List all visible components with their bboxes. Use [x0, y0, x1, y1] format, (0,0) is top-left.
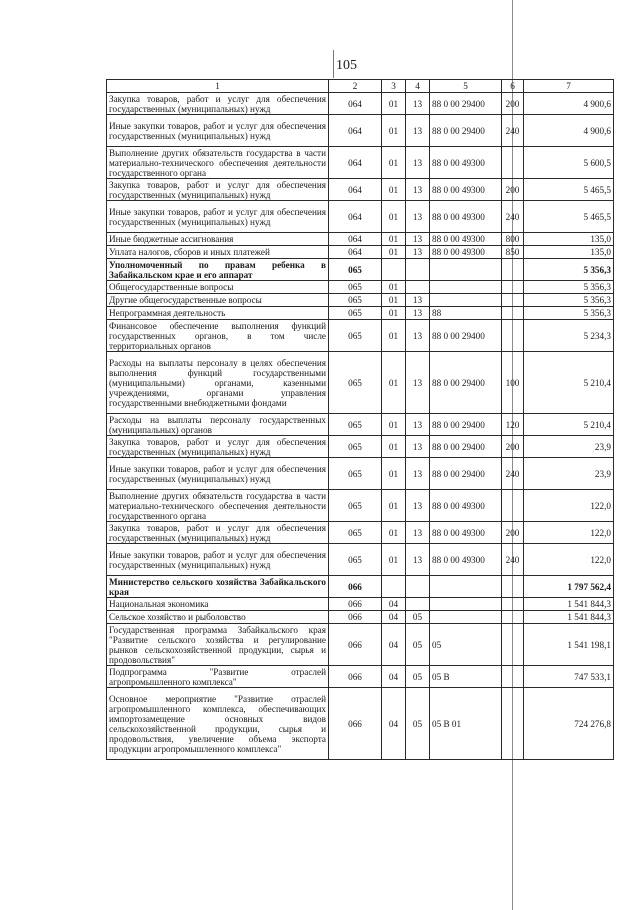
- row-target-article-cell: 88 0 00 49300: [430, 522, 502, 544]
- row-expense-type-cell: 240: [502, 458, 524, 490]
- row-amount-cell: 23,9: [524, 436, 614, 458]
- row-ministry-code-cell: 066: [329, 666, 382, 688]
- row-amount-cell: 122,0: [524, 544, 614, 576]
- table-row: [107, 294, 614, 307]
- row-name-cell: Закупка товаров, работ и услуг для обеспечения государственных (муниципальных) нужд: [107, 436, 329, 458]
- row-expense-type-cell: [502, 259, 524, 281]
- row-section-cell: 04: [382, 666, 406, 688]
- row-section-cell: 01: [382, 147, 406, 179]
- row-amount-cell: 23,9: [524, 458, 614, 490]
- row-subsection-cell: 13: [406, 414, 430, 436]
- row-subsection-cell: 13: [406, 436, 430, 458]
- row-name-cell: Выполнение других обязательств государства в части материально-технического обеспечения деятельности государственного органа: [107, 147, 329, 179]
- row-name-cell: Непрограммная деятельность: [107, 307, 329, 320]
- row-section-cell: 04: [382, 624, 406, 666]
- row-subsection-cell: 13: [406, 233, 430, 246]
- row-subsection-cell: 13: [406, 246, 430, 259]
- row-amount-cell: 5 356,3: [524, 281, 614, 294]
- row-name-cell: Уполномоченный по правам ребенка в Забайкальском крае и его аппарат: [107, 259, 329, 281]
- row-section-cell: 01: [382, 246, 406, 259]
- row-amount-cell: 5 600,5: [524, 147, 614, 179]
- row-expense-type-cell: 850: [502, 246, 524, 259]
- row-ministry-code-cell: 065: [329, 294, 382, 307]
- row-section-cell: 04: [382, 611, 406, 624]
- row-expense-type-cell: [502, 307, 524, 320]
- row-ministry-code-cell: 065: [329, 259, 382, 281]
- row-ministry-code-cell: 065: [329, 320, 382, 352]
- row-subsection-cell: 05: [406, 624, 430, 666]
- table-row: [107, 115, 614, 147]
- row-section-cell: 01: [382, 490, 406, 522]
- row-section-cell: 01: [382, 294, 406, 307]
- row-target-article-cell: [430, 281, 502, 294]
- row-name-cell: Национальная экономика: [107, 598, 329, 611]
- row-amount-cell: 4 900,6: [524, 93, 614, 115]
- row-subsection-cell: 05: [406, 666, 430, 688]
- row-amount-cell: 747 533,1: [524, 666, 614, 688]
- row-expense-type-cell: [502, 598, 524, 611]
- header-col-6: 6: [502, 80, 524, 93]
- row-section-cell: 04: [382, 688, 406, 760]
- row-section-cell: 01: [382, 352, 406, 414]
- row-target-article-cell: 88 0 00 49300: [430, 201, 502, 233]
- row-ministry-code-cell: 065: [329, 544, 382, 576]
- row-name-cell: Закупка товаров, работ и услуг для обеспечения государственных (муниципальных) нужд: [107, 93, 329, 115]
- table-row: [107, 522, 614, 544]
- row-subsection-cell: 13: [406, 320, 430, 352]
- row-expense-type-cell: [502, 147, 524, 179]
- row-target-article-cell: 88 0 00 29400: [430, 352, 502, 414]
- row-amount-cell: 135,0: [524, 246, 614, 259]
- row-subsection-cell: 13: [406, 522, 430, 544]
- row-target-article-cell: 88 0 00 29400: [430, 93, 502, 115]
- row-expense-type-cell: [502, 576, 524, 598]
- row-target-article-cell: 88 0 00 49300: [430, 233, 502, 246]
- row-amount-cell: 5 356,3: [524, 307, 614, 320]
- row-section-cell: 01: [382, 307, 406, 320]
- row-subsection-cell: 13: [406, 147, 430, 179]
- row-ministry-code-cell: 065: [329, 414, 382, 436]
- row-name-cell: Сельское хозяйство и рыболовство: [107, 611, 329, 624]
- row-amount-cell: 1 541 844,3: [524, 598, 614, 611]
- row-section-cell: 01: [382, 436, 406, 458]
- row-ministry-code-cell: 065: [329, 436, 382, 458]
- row-amount-cell: 5 210,4: [524, 352, 614, 414]
- row-name-cell: Закупка товаров, работ и услуг для обеспечения государственных (муниципальных) нужд: [107, 522, 329, 544]
- row-target-article-cell: 05: [430, 624, 502, 666]
- row-expense-type-cell: [502, 666, 524, 688]
- header-col-3: 3: [382, 80, 406, 93]
- row-expense-type-cell: 200: [502, 436, 524, 458]
- row-subsection-cell: 13: [406, 490, 430, 522]
- row-section-cell: 01: [382, 544, 406, 576]
- row-amount-cell: 4 900,6: [524, 115, 614, 147]
- row-name-cell: Иные закупки товаров, работ и услуг для обеспечения государственных (муниципальных) нужд: [107, 115, 329, 147]
- row-ministry-code-cell: 065: [329, 281, 382, 294]
- row-name-cell: Расходы на выплаты персоналу государственных (муниципальных) органов: [107, 414, 329, 436]
- header-col-2: 2: [329, 80, 382, 93]
- row-expense-type-cell: [502, 688, 524, 760]
- row-amount-cell: 5 356,3: [524, 294, 614, 307]
- row-subsection-cell: [406, 598, 430, 611]
- row-expense-type-cell: [502, 490, 524, 522]
- row-amount-cell: 1 541 844,3: [524, 611, 614, 624]
- row-name-cell: Уплата налогов, сборов и иных платежей: [107, 246, 329, 259]
- row-name-cell: Финансовое обеспечение выполнения функций государственных органов, в том числе территориальных органов: [107, 320, 329, 352]
- row-subsection-cell: 13: [406, 307, 430, 320]
- table-row: [107, 414, 614, 436]
- header-col-4: 4: [406, 80, 430, 93]
- row-expense-type-cell: 200: [502, 179, 524, 201]
- table-row: [107, 259, 614, 281]
- row-amount-cell: 122,0: [524, 490, 614, 522]
- row-subsection-cell: 13: [406, 352, 430, 414]
- row-section-cell: 01: [382, 458, 406, 490]
- row-target-article-cell: 88 0 00 49300: [430, 490, 502, 522]
- row-section-cell: 01: [382, 93, 406, 115]
- row-expense-type-cell: 240: [502, 201, 524, 233]
- row-ministry-code-cell: 064: [329, 179, 382, 201]
- page-number: 105: [336, 58, 357, 73]
- table-row: [107, 458, 614, 490]
- row-section-cell: [382, 259, 406, 281]
- row-name-cell: Государственная программа Забайкальского края "Развитие сельского хозяйства и регулирование рынков сельскохозяйственной продукции, сырья и продовольствия": [107, 624, 329, 666]
- row-expense-type-cell: [502, 624, 524, 666]
- row-amount-cell: 122,0: [524, 522, 614, 544]
- row-target-article-cell: 88 0 00 29400: [430, 414, 502, 436]
- row-name-cell: Основное мероприятие "Развитие отраслей агропромышленного комплекса, обеспечивающих импортозамещение основных видов сельскохозяйственной продукции, сырья и продовольствия, увеличение объема экспорта продукции агропромышленного комплекса": [107, 688, 329, 760]
- row-expense-type-cell: [502, 611, 524, 624]
- scan-mark: [333, 50, 334, 78]
- row-target-article-cell: [430, 598, 502, 611]
- row-name-cell: Общегосударственные вопросы: [107, 281, 329, 294]
- table-row: [107, 688, 614, 760]
- row-name-cell: Другие общегосударственные вопросы: [107, 294, 329, 307]
- table-row: [107, 179, 614, 201]
- row-name-cell: Расходы на выплаты персоналу в целях обеспечения выполнения функций государственными (муниципальными) органами, казенными учреждениями, органами управления государственными внебюджетными фондами: [107, 352, 329, 414]
- row-target-article-cell: 88 0 00 29400: [430, 115, 502, 147]
- table-row: [107, 93, 614, 115]
- table-row: [107, 436, 614, 458]
- table-row: [107, 201, 614, 233]
- row-subsection-cell: 13: [406, 544, 430, 576]
- row-target-article-cell: 88 0 00 29400: [430, 320, 502, 352]
- row-subsection-cell: 13: [406, 179, 430, 201]
- row-amount-cell: 5 356,3: [524, 259, 614, 281]
- header-col-5: 5: [430, 80, 502, 93]
- row-name-cell: Выполнение других обязательств государства в части материально-технического обеспечения деятельности государственного органа: [107, 490, 329, 522]
- row-expense-type-cell: [502, 294, 524, 307]
- row-ministry-code-cell: 066: [329, 611, 382, 624]
- row-target-article-cell: [430, 294, 502, 307]
- row-target-article-cell: 88 0 00 29400: [430, 436, 502, 458]
- row-expense-type-cell: 120: [502, 414, 524, 436]
- row-section-cell: 04: [382, 598, 406, 611]
- row-target-article-cell: 05 В 01: [430, 688, 502, 760]
- table-row: [107, 281, 614, 294]
- row-amount-cell: 1 541 198,1: [524, 624, 614, 666]
- row-target-article-cell: [430, 576, 502, 598]
- row-amount-cell: 1 797 562,4: [524, 576, 614, 598]
- row-expense-type-cell: [502, 320, 524, 352]
- row-target-article-cell: 88: [430, 307, 502, 320]
- row-ministry-code-cell: 066: [329, 624, 382, 666]
- row-expense-type-cell: 240: [502, 115, 524, 147]
- row-amount-cell: 5 210,4: [524, 414, 614, 436]
- row-subsection-cell: 13: [406, 458, 430, 490]
- row-ministry-code-cell: 064: [329, 147, 382, 179]
- row-ministry-code-cell: 066: [329, 688, 382, 760]
- row-ministry-code-cell: 064: [329, 246, 382, 259]
- row-expense-type-cell: [502, 281, 524, 294]
- row-section-cell: [382, 576, 406, 598]
- row-expense-type-cell: 200: [502, 522, 524, 544]
- table-header-row: [107, 80, 614, 93]
- row-expense-type-cell: 240: [502, 544, 524, 576]
- table-body: [107, 93, 614, 760]
- row-section-cell: 01: [382, 115, 406, 147]
- table-row: [107, 352, 614, 414]
- row-name-cell: Подпрограмма "Развитие отраслей агропромышленного комплекса": [107, 666, 329, 688]
- row-name-cell: Иные закупки товаров, работ и услуг для обеспечения государственных (муниципальных) нужд: [107, 458, 329, 490]
- row-name-cell: Иные закупки товаров, работ и услуг для обеспечения государственных (муниципальных) нужд: [107, 544, 329, 576]
- row-subsection-cell: 13: [406, 201, 430, 233]
- row-section-cell: 01: [382, 201, 406, 233]
- table-row: [107, 233, 614, 246]
- row-subsection-cell: 05: [406, 688, 430, 760]
- row-amount-cell: 724 276,8: [524, 688, 614, 760]
- row-target-article-cell: 88 0 00 49300: [430, 179, 502, 201]
- row-ministry-code-cell: 064: [329, 115, 382, 147]
- row-subsection-cell: 13: [406, 294, 430, 307]
- row-target-article-cell: 88 0 00 49300: [430, 544, 502, 576]
- row-expense-type-cell: 200: [502, 93, 524, 115]
- row-subsection-cell: 05: [406, 611, 430, 624]
- row-ministry-code-cell: 066: [329, 576, 382, 598]
- row-subsection-cell: 13: [406, 115, 430, 147]
- row-name-cell: Иные бюджетные ассигнования: [107, 233, 329, 246]
- row-expense-type-cell: 800: [502, 233, 524, 246]
- row-ministry-code-cell: 066: [329, 598, 382, 611]
- row-ministry-code-cell: 064: [329, 93, 382, 115]
- row-target-article-cell: 88 0 00 49300: [430, 246, 502, 259]
- row-subsection-cell: [406, 259, 430, 281]
- row-name-cell: Иные закупки товаров, работ и услуг для обеспечения государственных (муниципальных) нужд: [107, 201, 329, 233]
- row-amount-cell: 5 465,5: [524, 179, 614, 201]
- row-expense-type-cell: 100: [502, 352, 524, 414]
- table-row: [107, 611, 614, 624]
- row-target-article-cell: [430, 611, 502, 624]
- row-section-cell: 01: [382, 522, 406, 544]
- row-amount-cell: 135,0: [524, 233, 614, 246]
- row-subsection-cell: [406, 576, 430, 598]
- header-col-7: 7: [524, 80, 614, 93]
- row-section-cell: 01: [382, 320, 406, 352]
- row-subsection-cell: [406, 281, 430, 294]
- row-name-cell: Закупка товаров, работ и услуг для обеспечения государственных (муниципальных) нужд: [107, 179, 329, 201]
- table-row: [107, 320, 614, 352]
- table-row: [107, 598, 614, 611]
- table-row: [107, 544, 614, 576]
- row-ministry-code-cell: 064: [329, 233, 382, 246]
- row-target-article-cell: [430, 259, 502, 281]
- row-ministry-code-cell: 064: [329, 201, 382, 233]
- table-row: [107, 246, 614, 259]
- table-row: [107, 666, 614, 688]
- row-target-article-cell: 88 0 00 29400: [430, 458, 502, 490]
- budget-table: [106, 79, 614, 760]
- row-amount-cell: 5 234,3: [524, 320, 614, 352]
- table-row: [107, 147, 614, 179]
- row-ministry-code-cell: 065: [329, 352, 382, 414]
- table-row: [107, 576, 614, 598]
- row-target-article-cell: 05 В: [430, 666, 502, 688]
- row-section-cell: 01: [382, 414, 406, 436]
- row-ministry-code-cell: 065: [329, 307, 382, 320]
- row-ministry-code-cell: 065: [329, 490, 382, 522]
- row-ministry-code-cell: 065: [329, 522, 382, 544]
- row-section-cell: 01: [382, 179, 406, 201]
- row-name-cell: Министерство сельского хозяйства Забайкальского края: [107, 576, 329, 598]
- table-row: [107, 307, 614, 320]
- row-ministry-code-cell: 065: [329, 458, 382, 490]
- row-section-cell: 01: [382, 233, 406, 246]
- row-amount-cell: 5 465,5: [524, 201, 614, 233]
- row-subsection-cell: 13: [406, 93, 430, 115]
- table-row: [107, 624, 614, 666]
- table-row: [107, 490, 614, 522]
- header-col-1: 1: [107, 80, 329, 93]
- row-target-article-cell: 88 0 00 49300: [430, 147, 502, 179]
- row-section-cell: 01: [382, 281, 406, 294]
